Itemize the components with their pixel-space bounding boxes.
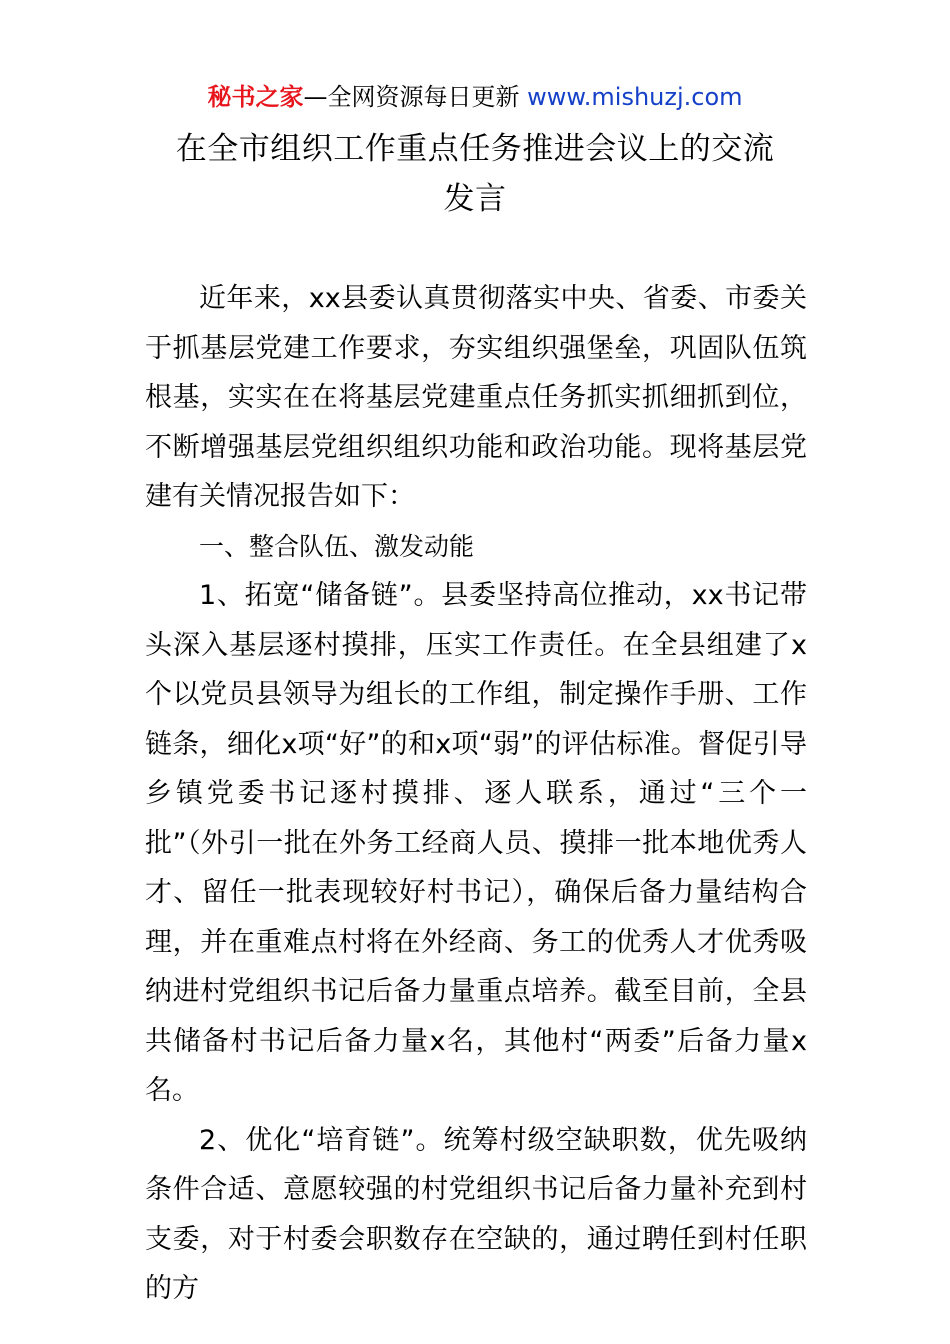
banner-brand: 秘书之家 bbox=[207, 83, 304, 111]
document-title bbox=[120, 124, 830, 224]
section-heading-1: 一、整合队伍、激发动能 bbox=[199, 531, 475, 561]
site-banner bbox=[0, 80, 950, 114]
item-paragraph-1: 1、拓宽“储备链”。县委坚持高位推动，xx书记带头深入基层逐村摸排，压实工作责任。在全县组建了x个以党员县领导为组长的工作组，制定操作手册、工作链条，细化x项“好”的和x项“弱”的评估标准。督促引导乡镇党委书记逐村摸排、逐人联系，通过“三个一批”（外引一批在外务工经商人员、摸排一批本地优秀人才、留任一批表现较好村书记），确保后备力量结构合理，并在重难点村将在外经商、务工的优秀人才优秀吸纳进村党组织书记后备力量重点培养。截至目前，全县共储备村书记后备力量x名，其他村“两委”后备力量x名。 bbox=[145, 580, 807, 1106]
title-line-1: 在全市组织工作重点任务推进会议上的交流 bbox=[175, 131, 775, 167]
item-paragraph-2: 2、优化“培育链”。统筹村级空缺职数，优先吸纳条件合适、意愿较强的村党组织书记后备力量补充到村支委，对于村委会职数存在空缺的，通过聘任到村任职的方 bbox=[145, 1124, 807, 1304]
banner-tagline: —全网资源每日更新 bbox=[303, 83, 528, 111]
intro-paragraph: 近年来，xx县委认真贯彻落实中央、省委、市委关于抓基层党建工作要求，夯实组织强堡垒，巩固队伍筑根基，实实在在将基层党建重点任务抓实抓细抓到位，不断增强基层党组织组织功能和政治功能。现将基层党建有关情况报告如下： bbox=[145, 283, 807, 512]
document-body bbox=[145, 274, 807, 1314]
banner-url-link[interactable]: www.mishuzj.com bbox=[527, 83, 743, 111]
title-line-2: 发言 bbox=[443, 181, 507, 217]
